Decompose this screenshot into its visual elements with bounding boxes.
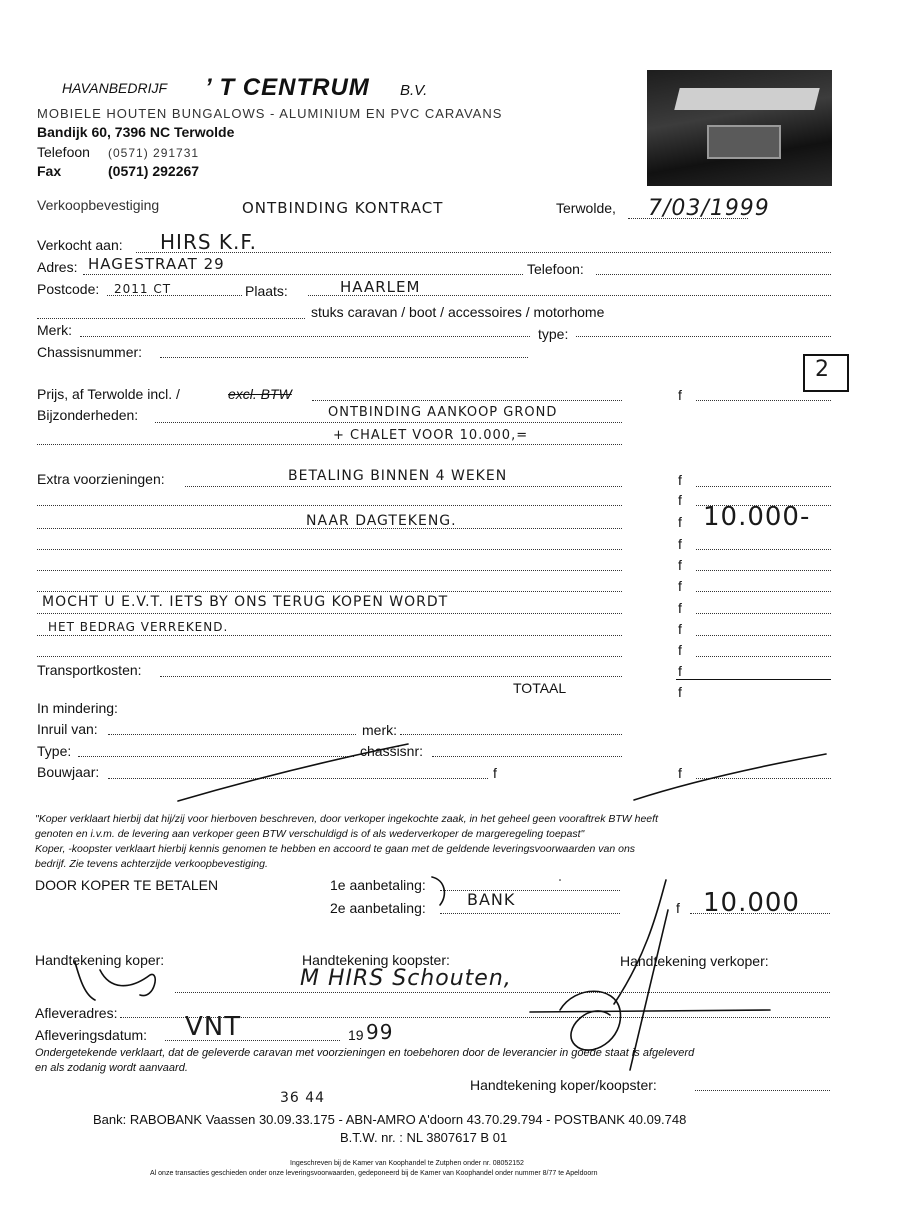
extra-handwritten-2: NAAR DAGTEKENG. xyxy=(306,513,457,529)
company-address: Bandijk 60, 7396 NC Terwolde xyxy=(37,124,235,140)
verkocht-label: Verkocht aan: xyxy=(37,237,123,253)
ondergetekende-line-2: en als zodanig wordt aanvaard. xyxy=(35,1062,188,1074)
ondergetekende-line-1: Ondergetekende verklaart, dat de geleverde caravan met voorzieningen en toebehoren door de leverancier in goede staat is afgeleverd xyxy=(35,1047,695,1059)
plaats-label: Plaats: xyxy=(245,283,288,299)
handtekening-koper-label: Handtekening koper: xyxy=(35,952,165,968)
aanbetaling-2-label: 2e aanbetaling: xyxy=(330,900,426,916)
disclaimer-line-1: "Koper verklaart hierbij dat hij/zij voor hierboven beschreven, door verkoper ingekochte zaak, in het geheel geen vooraftrek BTW heeft xyxy=(35,813,658,825)
margin-handwritten: 36 44 xyxy=(280,1090,326,1106)
currency-f: f xyxy=(678,536,682,552)
company-fax: (0571) 292267 xyxy=(108,163,200,179)
disclaimer-line-2: genoten en i.v.m. de levering aan verkoper geen BTW verschuldigd is of als wederverkoper de margeregeling toepast" xyxy=(35,828,585,840)
handtekening-koper-koopster-label: Handtekening koper/koopster: xyxy=(470,1077,657,1093)
mocht-handwritten-2: HET BEDRAG VERREKEND. xyxy=(48,620,229,634)
door-koper-label: DOOR KOPER TE BETALEN xyxy=(35,877,219,893)
postcode-label: Postcode: xyxy=(37,281,100,297)
afleverdatum-label: Afleveringsdatum: xyxy=(35,1027,148,1043)
bank-handwritten: BANK xyxy=(467,890,516,909)
handtekening-verkoper-label: Handtekening verkoper: xyxy=(620,953,769,969)
aanbetaling-1-label: 1e aanbetaling: xyxy=(330,877,426,893)
terwolde-label: Terwolde, xyxy=(556,200,616,216)
postcode-handwritten: 2011 CT xyxy=(114,282,172,296)
company-name: ’ T CENTRUM xyxy=(205,74,370,101)
telefoon-label: Telefoon xyxy=(37,144,90,160)
verkocht-handwritten: HIRS K.F. xyxy=(160,230,258,254)
prijs-strike: excl. BTW xyxy=(228,386,292,402)
currency-f: f xyxy=(678,765,682,781)
footer-btw: B.T.W. nr. : NL 3807617 B 01 xyxy=(340,1130,508,1145)
prijs-label: Prijs, af Terwolde incl. / xyxy=(37,386,180,402)
currency-f: f xyxy=(678,663,682,679)
bouwjaar-label: Bouwjaar: xyxy=(37,764,100,780)
stuks-label: stuks caravan / boot / accessoires / motorhome xyxy=(311,304,605,320)
currency-f: f xyxy=(678,684,682,700)
adres-label: Adres: xyxy=(37,259,78,275)
currency-f: f xyxy=(678,600,682,616)
disclaimer-line-4: bedrijf. Zie tevens achterzijde verkoopbevestiging. xyxy=(35,858,268,870)
mocht-handwritten-1: MOCHT U E.V.T. IETS BY ONS TERUG KOPEN WORDT xyxy=(42,594,449,610)
currency-f: f xyxy=(678,472,682,488)
company-tagline: MOBIELE HOUTEN BUNGALOWS - ALUMINIUM EN PVC CARAVANS xyxy=(37,106,503,121)
company-telefoon: (0571) 291731 xyxy=(108,146,200,160)
adres-handwritten: HAGESTRAAT 29 xyxy=(88,255,225,273)
currency-f: f xyxy=(678,578,682,594)
amount-handwritten: 10.000- xyxy=(703,502,811,532)
footer-tiny-2: Al onze transacties geschieden onder onze leveringsvoorwaarden, gedeponeerd bij de Kamer van Koophandel onder nummer 8/77 te Apeldoorn xyxy=(150,1170,598,1177)
merk2-label: merk: xyxy=(362,722,397,738)
fax-label: Fax xyxy=(37,163,62,179)
merk-label: Merk: xyxy=(37,322,72,338)
company-suffix: B.V. xyxy=(400,82,428,99)
verkoop-handwritten: ONTBINDING KONTRACT xyxy=(242,199,444,217)
payment-f: f xyxy=(676,900,680,916)
extra-handwritten-1: BETALING BINNEN 4 WEKEN xyxy=(288,468,508,484)
afleveradres-label: Afleveradres: xyxy=(35,1005,118,1021)
mindering-label: In mindering: xyxy=(37,700,118,716)
currency-f: f xyxy=(678,557,682,573)
payment-amount-handwritten: 10.000 xyxy=(703,888,800,918)
year-prefix: 19 xyxy=(348,1027,364,1043)
currency-f: f xyxy=(678,514,682,530)
bijz-handwritten-2: + CHALET VOOR 10.000,= xyxy=(333,428,529,443)
document-number: 2 xyxy=(815,357,830,382)
plaats-handwritten: HAARLEM xyxy=(340,278,421,296)
chassisnr-label: chassisnr: xyxy=(360,743,424,759)
currency-f: f xyxy=(678,621,682,637)
company-prefix: HAVANBEDRIJF xyxy=(62,80,168,96)
type2-label: Type: xyxy=(37,743,72,759)
currency-f: f xyxy=(493,765,497,781)
year-handwritten: 99 xyxy=(366,1020,394,1044)
footer-bank: Bank: RABOBANK Vaassen 30.09.33.175 - ABN-AMRO A'doorn 43.70.29.794 - POSTBANK 40.09.748 xyxy=(93,1112,687,1127)
afleverdatum-handwritten: VNT xyxy=(185,1012,242,1042)
currency-f: f xyxy=(678,492,682,508)
bijz-handwritten-1: ONTBINDING AANKOOP GROND xyxy=(328,405,558,420)
verkoop-label: Verkoopbevestiging xyxy=(37,197,160,213)
chassis-label: Chassisnummer: xyxy=(37,344,143,360)
extra-label: Extra voorzieningen: xyxy=(37,471,165,487)
currency-f: f xyxy=(678,642,682,658)
transport-label: Transportkosten: xyxy=(37,662,142,678)
koopster-signature: M HIRS Schouten, xyxy=(300,966,512,991)
handtekening-koopster-label: Handtekening koopster: xyxy=(302,952,450,968)
inruil-label: Inruil van: xyxy=(37,721,98,737)
currency-f: f xyxy=(678,387,682,403)
footer-tiny-1: Ingeschreven bij de Kamer van Koophandel te Zutphen onder nr. 08052152 xyxy=(290,1160,524,1167)
disclaimer-line-3: Koper, -koopster verklaart hierbij kennis genomen te hebben en accoord te gaan met de geldende leveringsvoorwaarden van ons xyxy=(35,843,636,855)
totaal-label: TOTAAL xyxy=(513,680,567,696)
type-label: type: xyxy=(538,326,569,342)
telefoon-field-label: Telefoon: xyxy=(527,261,584,277)
bijz-label: Bijzonderheden: xyxy=(37,407,139,423)
date-handwritten: 7/03/1999 xyxy=(648,196,770,221)
